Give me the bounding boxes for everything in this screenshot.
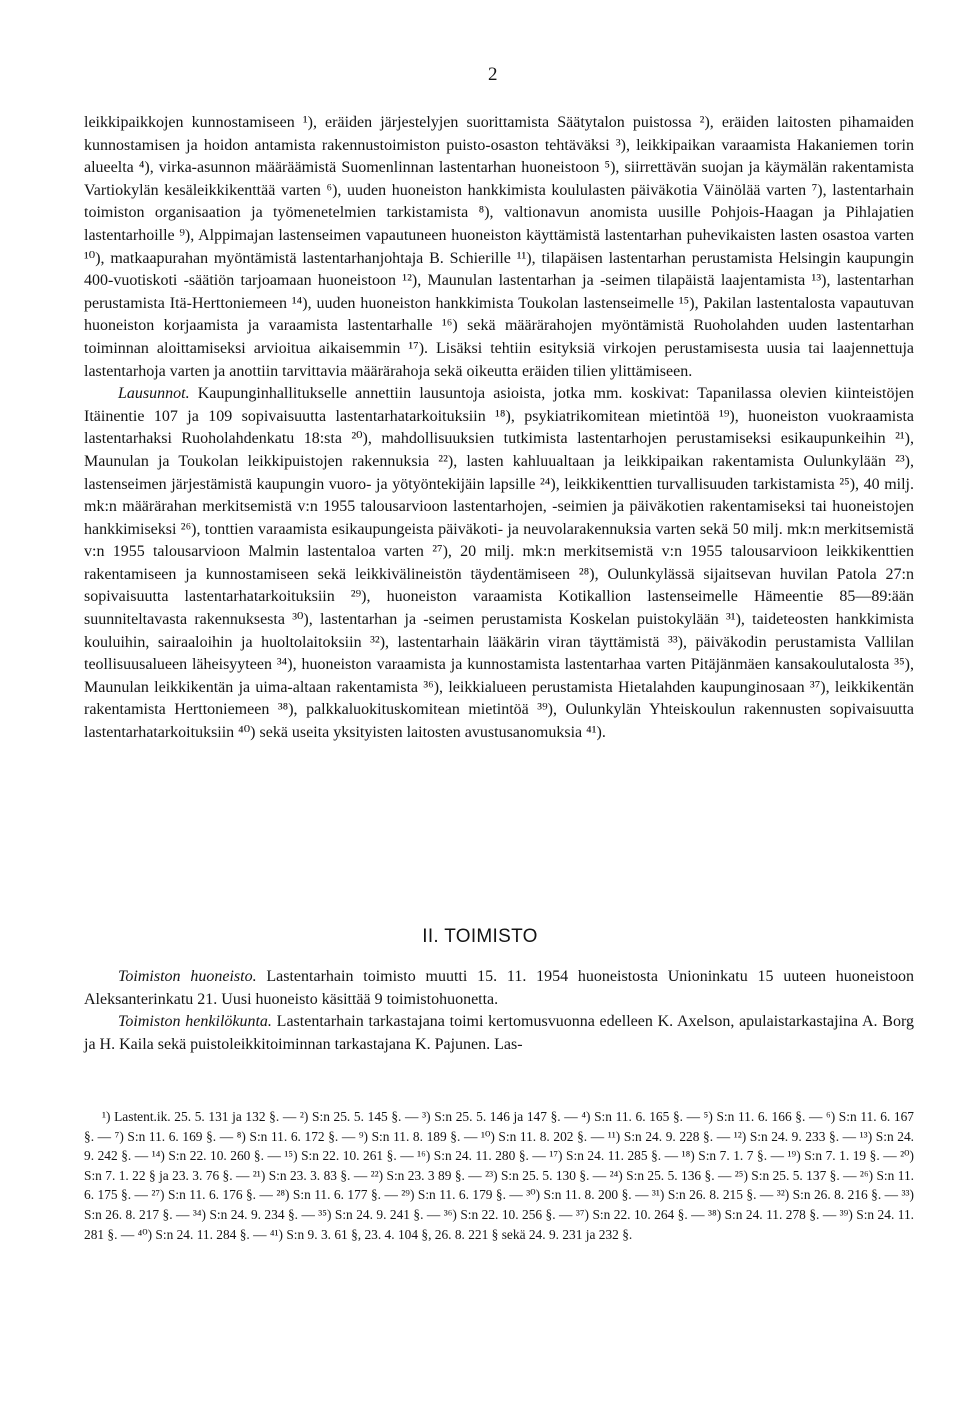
paragraph-text: Lastentarhain toimisto muutti 15. 11. 1954 huoneistosta Unioninkatu 15 uuteen huoneistoon Aleksanterinkatu 21. Uusi huoneisto käsittää 9 toimistohuonetta. — [84, 968, 915, 1008]
paragraph-lead: Lausunnot. — [118, 385, 190, 403]
paragraph — [84, 112, 914, 383]
paragraph-text: Kaupunginhallitukselle annettiin lausuntoja asioista, jotka mm. koskivat: Tapanilassa olevien kiinteistöjen Itäinentie 107 ja 109 sopivaisuutta lastentarhatarkoituksiin ¹⁸), psykiatrikomitean mietintöä ¹⁹), huoneiston vuokraamista lastentarhaksi Ruoholahdenkatu 18:sta ²⁰), mahdollisuuksien tutkimista lastentarhojen perustamiseksi esikaupunkeihin ²¹), Maunulan ja Toukolan leikkipuistojen rakennuksia ²²), lasten kahluualtaan ja leikkipaikan rakentamista Oulunkylään ²³), lastenseimen järjestämistä kaupungin vuoro- ja yötyöntekijäin lapsille ²⁴), leikkikenttien turvallisuuden tarkistamista ²⁵), 40 milj. mk:n määrärahan merkitsemistä v:n 1955 talousarvioon lastentarhojen, -seimien ja päiväkotien rakentamiseksi tai huoneistojen hankkimiseksi ²⁶), tonttien varaamista esikaupungeista päiväkoti- ja neuvolarakennuksia varten sekä 50 milj. mk:n merkitsemistä v:n 1955 talousarvioon Malmin lastentaloa varten ²⁷), 20 milj. mk:n merkitsemistä v:n 1955 talousarvioon leikkikenttien rakentamiseen ja kunnostamiseen sekä leikkivälineistön täydentämiseen ²⁸), Oulunkylässä sijaitsevan huvilan Patola 27:n sopivaisuutta lastentarhatarkoituksiin ²⁹), huoneiston varaamista Kotikallion lastenseimelle Hämeentie 85—89:ään suunniteltavasta rakennuksesta ³⁰), lastentarhan ja -seimen perustamista Koskelan puistokylään ³¹), taideteosten hankkimista kouluihin, sairaaloihin ja huoltolaitoksiin ³²), lastentarhain lääkärin viran täyttämistä ³³), päiväkodin perustamista Vallilan teollisuusalueen läheisyyteen ³⁴), huoneiston varaamista ja kunnostamista lastentarhaa varten Pitäjänmäen kansakoulutalosta ³⁵), Maunulan leikkikentän ja uima-altaan rakentamista ³⁶), leikkialueen perustamista Hietalahden kaupunginosaan ³⁷), leikkikentän rakentamista Herttoniemeen ³⁸), palkkaluokituskomitean mietintöä ³⁹), Oulunkylän Yhteiskoulun rakennusten sopivaisuutta lastentarhatarkoituksiin ⁴⁰) sekä useita yksityisten laitosten avustusanomuksia ⁴¹). — [84, 385, 914, 742]
body-text — [84, 112, 914, 745]
page-number: 2 — [488, 64, 498, 85]
section-body — [84, 966, 914, 1056]
footnotes — [84, 1107, 914, 1244]
paragraph-text: leikkipaikkojen kunnostamiseen ¹), eräiden järjestelyjen suorittamista Säätytalon puistossa ²), eräiden laitosten pihamaiden kunnostamisen ja hoidon antamista rakennustoimiston puisto-osaston tehtäväksi ³), leikkipaikan varaamista Hakaniemen torin alueelta ⁴), virka-asunnon määräämistä Suomenlinnan lastentarhan huoneistoon ⁵), siirrettävän suojan ja käymälän rakentamista Vartiokylän kesäleikkikenttää varten ⁶), uuden huoneiston hankkimista koululasten päiväkotia Väinölää varten ⁷), lastentarhain toimiston organisaation ja työmenetelmien tarkistamista ⁸), valtionavun anomista uusille Pohjois-Haagan ja Pihlajatien lastentarhoille ⁹), Alppimajan lastenseimen vapautuneen huoneiston käyttämistä lastentarhan puhevikaisten lasten osastoa varten ¹⁰), matkaapurahan myöntämistä lastentarhanjohtaja B. Schierille ¹¹), tilapäisen lastentarhan perustamista Helsingin kaupungin 400-vuotiskoti -säätiön tarjoamaan huoneistoon ¹²), Maunulan lastentarhan ja -seimen tilapäistä laajentamista ¹³), lastentarhan perustamista Itä-Herttoniemeen ¹⁴), uuden huoneiston hankkimista Toukolan lastenseimelle ¹⁵), Pakilan lastentalosta vapautuvan huoneiston korjaamista ja varaamista lastentarhalle ¹⁶) sekä määrärahojen myöntämistä Ruoholahden uuden lastentarhan toiminnan aloittamiseksi arvioitua aikaisemmin ¹⁷). Lisäksi tehtiin esityksiä virkojen perustamisesta uusia tai laajennettuja lastentarhoja varten ja anottiin tarvittavia määrärahoja sekä oikeutta eräiden tilien ylittämiseen. — [84, 114, 914, 380]
footnote-text: ¹) Lastent.ik. 25. 5. 131 ja 132 §. — ²) S:n 25. 5. 145 §. — ³) S:n 25. 5. 146 ja 147 §. — ⁴) S:n 11. 6. 165 §. — ⁵) S:n 11. 6. 166 §. — ⁶) S:n 11. 6. 167 §. — ⁷) S:n 11. 6. 169 §. — ⁸) S:n 11. 6. 172 §. — ⁹) S:n 11. 8. 189 §. — ¹⁰) S:n 11. 8. 202 §. — ¹¹) S:n 24. 9. 228 §. — ¹²) S:n 24. 9. 233 §. — ¹³) S:n 24. 9. 242 §. — ¹⁴) S:n 22. 10. 260 §. — ¹⁵) S:n 22. 10. 261 §. — ¹⁶) S:n 24. 11. 280 §. — ¹⁷) S:n 24. 11. 285 §. — ¹⁸) S:n 7. 1. 7 §. — ¹⁹) S:n 7. 1. 19 §. — ²⁰) S:n 7. 1. 22 § ja 23. 3. 76 §. — ²¹) S:n 23. 3. 83 §. — ²²) S:n 23. 3 89 §. — ²³) S:n 25. 5. 130 §. — ²⁴) S:n 25. 5. 136 §. — ²⁵) S:n 25. 5. 137 §. — ²⁶) S:n 11. 6. 175 §. — ²⁷) S:n 11. 6. 176 §. — ²⁸) S:n 11. 6. 177 §. — ²⁹) S:n 11. 6. 179 §. — ³⁰) S:n 11. 8. 200 §. — ³¹) S:n 26. 8. 215 §. — ³²) S:n 26. 8. 216 §. — ³³) S:n 26. 8. 217 §. — ³⁴) S:n 24. 9. 234 §. — ³⁵) S:n 24. 9. 241 §. — ³⁶) S:n 22. 10. 256 §. — ³⁷) S:n 22. 10. 264 §. — ³⁸) S:n 24. 11. 278 §. — ³⁹) S:n 24. 11. 281 §. — ⁴⁰) S:n 24. 11. 284 §. — ⁴¹) S:n 9. 3. 61 §, 23. 4. 104 §, 26. 8. 221 § sekä 24. 9. 231 ja 232 §. — [84, 1109, 914, 1242]
paragraph-toimiston-huoneisto — [84, 966, 914, 1011]
paragraph-toimiston-henkilokunta — [84, 1011, 914, 1056]
section-heading: II. TOIMISTO — [422, 926, 538, 947]
paragraph-lausunnot — [84, 383, 914, 745]
paragraph-text: Lastentarhain tarkastajana toimi kertomusvuonna edelleen K. Axelson, apulaistarkastajina A. Borg ja H. Kaila sekä puistoleikkitoiminnan tarkastajana K. Pajunen. Las- — [84, 1013, 915, 1053]
paragraph-lead: Toimiston huoneisto. — [118, 968, 257, 985]
paragraph-lead: Toimiston henkilökunta. — [118, 1013, 272, 1031]
